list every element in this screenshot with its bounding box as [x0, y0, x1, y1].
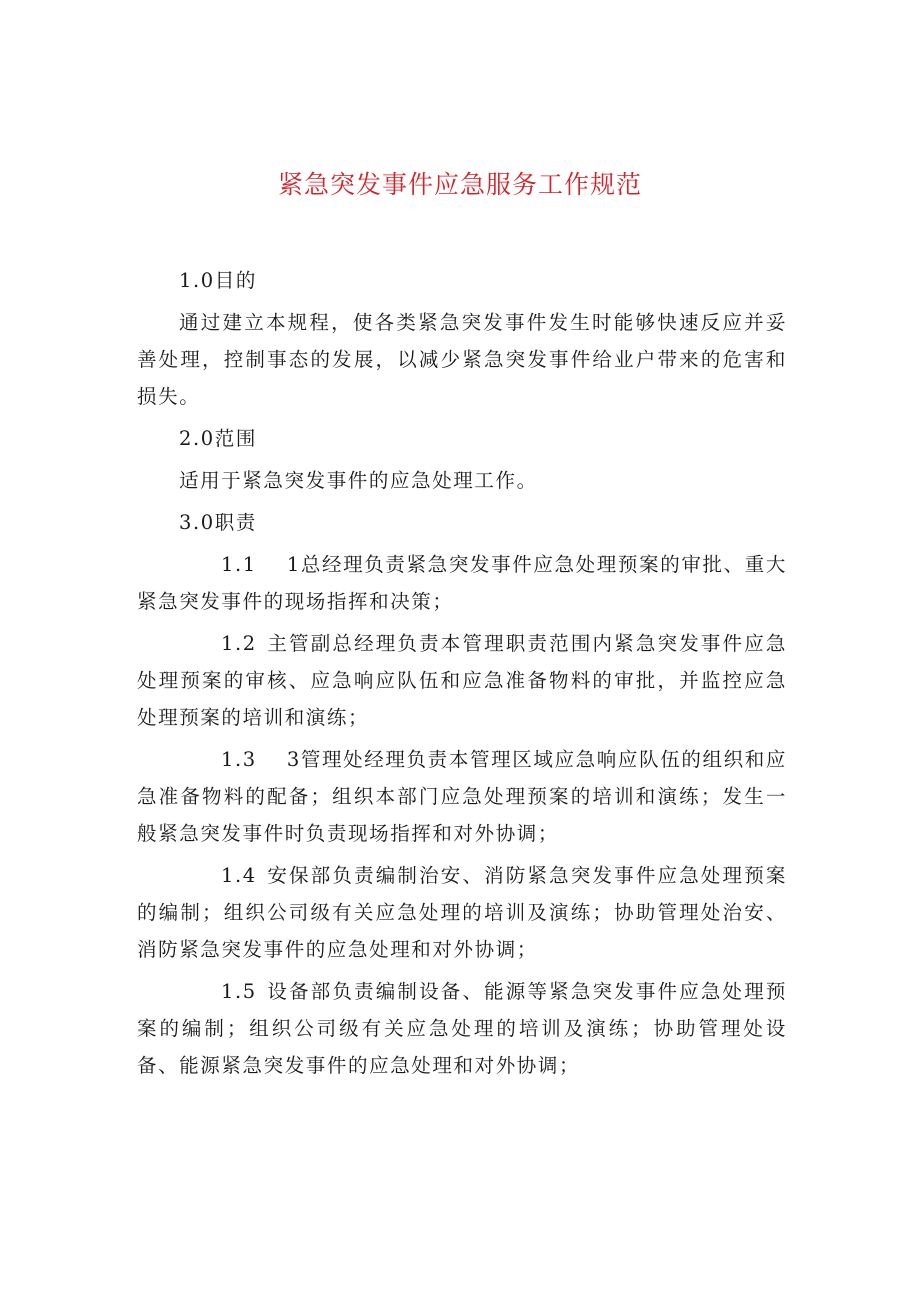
clause-1-5: [137, 973, 787, 1084]
clause-1-3: [137, 741, 787, 852]
paragraph-scope: 适用于紧急突发事件的应急处理工作。: [179, 469, 538, 492]
clause-number: 1.3: [221, 748, 257, 771]
clause-number: 1.2: [221, 632, 257, 655]
clause-text: 主管副总经理负责本管理职责范围内紧急突发事件应急处理预案的审核、应急响应队伍和应急准备物料的审批，并监控应急处理预案的培训和演练；: [137, 632, 787, 729]
section-heading-responsibilities: 3.0职责: [179, 511, 258, 534]
clause-text: 3管理处经理负责本管理区域应急响应队伍的组织和应急准备物料的配备；组织本部门应急处理预案的培训和演练；发生一般紧急突发事件时负责现场指挥和对外协调；: [137, 748, 787, 845]
clause-text: 安保部负责编制治安、消防紧急突发事件应急处理预案的编制；组织公司级有关应急处理的培训及演练；协助管理处治安、消防紧急突发事件的应急处理和对外协调；: [137, 864, 787, 961]
document-title: 紧急突发事件应急服务工作规范: [277, 170, 642, 199]
clause-number: 1.1: [221, 553, 257, 576]
document-body: [137, 262, 787, 1089]
clause-1-2: [137, 625, 787, 736]
paragraph-purpose: 通过建立本规程，使各类紧急突发事件发生时能够快速反应并妥善处理，控制事态的发展，以减少紧急突发事件给业户带来的危害和损失。: [137, 311, 787, 408]
section-heading-scope: 2.0范围: [179, 427, 258, 450]
clause-text: 1总经理负责紧急突发事件应急处理预案的审批、重大紧急突发事件的现场指挥和决策；: [137, 553, 787, 613]
section-heading-purpose: 1.0目的: [179, 269, 258, 292]
clause-number: 1.5: [221, 980, 257, 1003]
clause-text: 设备部负责编制设备、能源等紧急突发事件应急处理预案的编制；组织公司级有关应急处理的培训及演练；协助管理处设备、能源紧急突发事件的应急处理和对外协调；: [137, 980, 787, 1077]
clause-number: 1.4: [221, 864, 257, 887]
clause-1-1: [137, 546, 787, 620]
clause-1-4: [137, 857, 787, 968]
